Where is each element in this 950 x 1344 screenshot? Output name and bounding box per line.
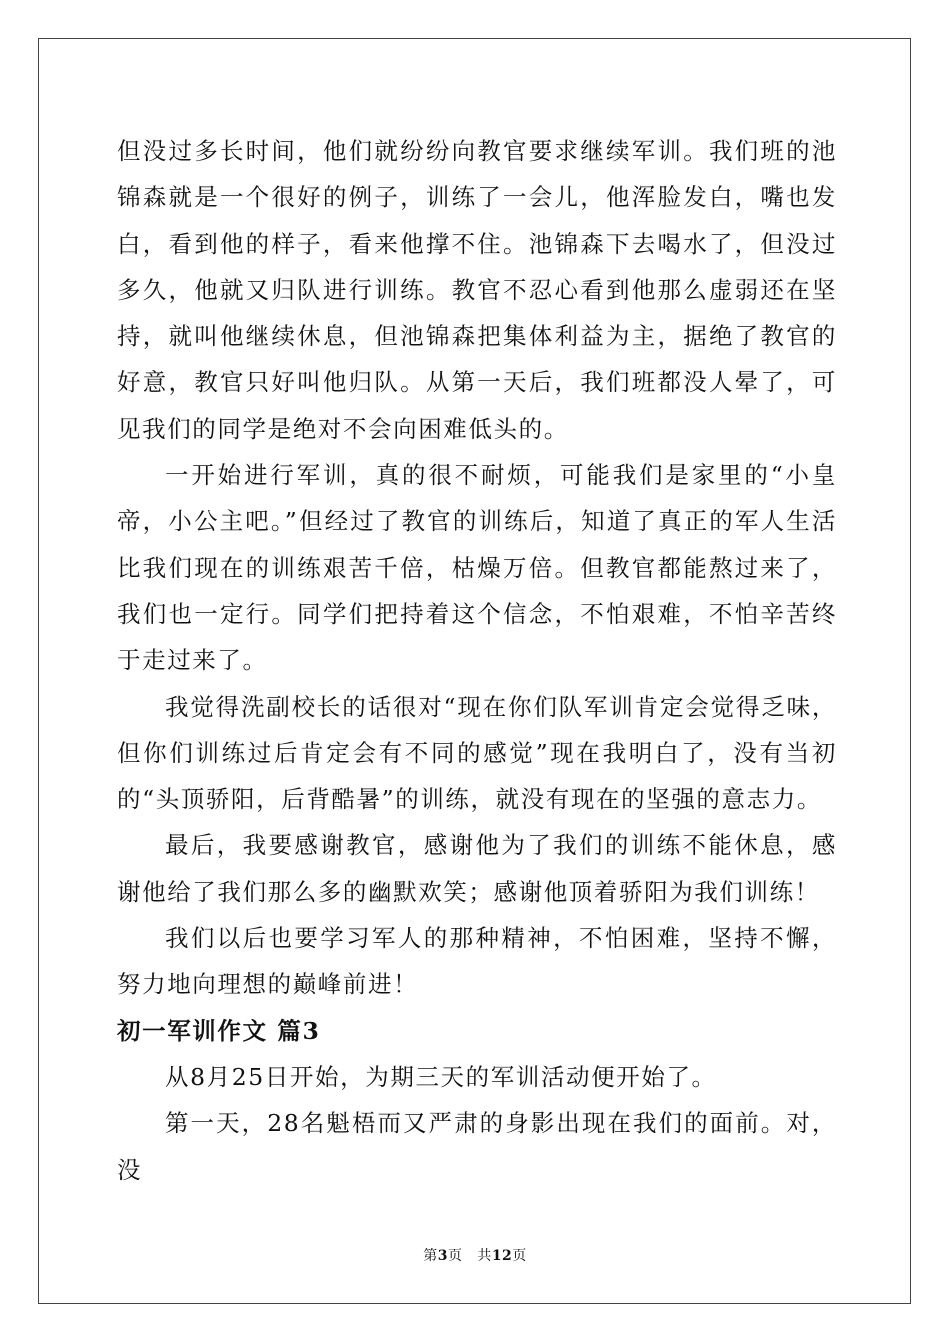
- paragraph-3: 我觉得洗副校长的话很对“现在你们队军训肯定会觉得乏味，但你们训练过后肯定会有不同的感觉”现在我明白了，没有当初的“头顶骄阳，后背酷暑”的训练，就没有现在的坚强的意志力。: [117, 692, 837, 814]
- current-page-number: 3: [437, 1248, 448, 1264]
- page-prefix: 第: [423, 1248, 438, 1264]
- paragraph-4: 最后，我要感谢教官，感谢他为了我们的训练不能休息，感谢他给了我们那么多的幽默欢笑；感谢他顶着骄阳为我们训练！: [117, 831, 837, 906]
- section-paragraph-1: 从8月25日开始，为期三天的军训活动便开始了。: [165, 1062, 717, 1091]
- total-page-count: 12: [491, 1248, 513, 1264]
- paragraph-2: 一开始进行军训，真的很不耐烦，可能我们是家里的“小皇帝，小公主吧。”但经过了教官的训练后，知道了真正的军人生活比我们现在的训练艰苦千倍，枯燥万倍。但教官都能熬过来了，我们也一定行。同学们把持着这个信念，不怕艰难，不怕辛苦终于走过来了。: [117, 461, 837, 675]
- section-paragraph-2: 第一天，28名魁梧而又严肃的身影出现在我们的面前。对，没: [117, 1109, 837, 1184]
- page-footer: [0, 1247, 950, 1265]
- total-prefix: 共: [477, 1248, 492, 1264]
- section-heading: 初一军训作文 篇3: [117, 1016, 321, 1045]
- total-suffix: 页: [512, 1248, 527, 1264]
- paragraph-5: 我们以后也要学习军人的那种精神，不怕困难，坚持不懈，努力地向理想的巅峰前进！: [117, 924, 837, 999]
- document-body: [117, 128, 837, 1193]
- page-suffix: 页: [447, 1248, 463, 1264]
- paragraph-1: 但没过多长时间，他们就纷纷向教官要求继续军训。我们班的池锦森就是一个很好的例子，训练了一会儿，他浑脸发白，嘴也发白，看到他的样子，看来他撑不住。池锦森下去喝水了，但没过多久，他就又归队进行训练。教官不忍心看到他那么虚弱还在坚持，就叫他继续休息，但池锦森把集体利益为主，据绝了教官的好意，教官只好叫他归队。从第一天后，我们班都没人晕了，可见我们的同学是绝对不会向困难低头的。: [117, 137, 837, 443]
